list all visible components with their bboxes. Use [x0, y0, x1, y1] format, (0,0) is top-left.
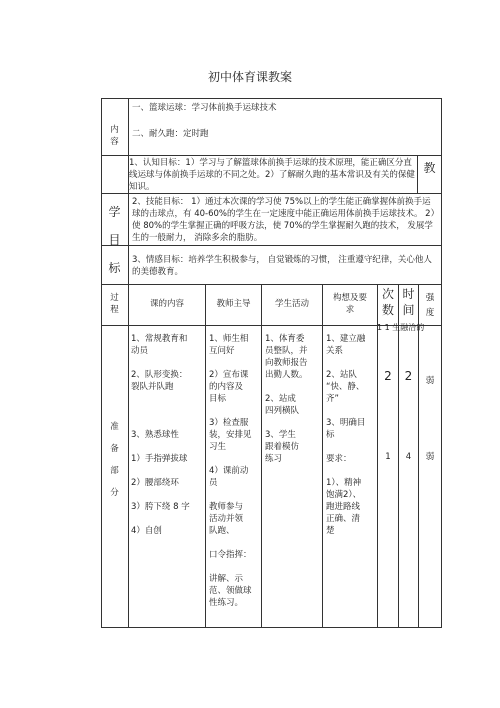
header-intensity: 强 度 — [425, 293, 435, 318]
idea-requirement-cell: 1、建立融 关系 2、站队 “快、静、 齐” 3、明确目 标 要求： 1）、精神 饱满2）、 跑进路线 正确、清 楚 — [326, 334, 366, 536]
objective-skill: 2、技能目标： 1）通过本次课的学习使 75%以上的学生能正确掌握体前换手运球的击球点，有 40-60%的学生在一定速度中能正确运用体前换手运球技术。 2）使 80%的学生掌握正确的呼吸方法，使 70%的学生掌握耐久跑的技术， 发展学生的一般耐力， 消除多余的脂肪。 — [132, 197, 435, 243]
header-teacher: 教师主导 — [216, 299, 251, 309]
goal-label: 学 目 标 — [108, 205, 121, 275]
content-label: 内 容 — [110, 125, 119, 147]
objective-affective: 3、情感目标：培养学生积极参与， 自觉锻炼的习惯， 注重遵守纪律，关心他人的美德教育。 — [132, 255, 432, 277]
lesson-plan-table — [101, 98, 442, 628]
intensity-value-2: 弱 — [425, 376, 435, 386]
teacher-lead-cell: 1、师生相 互问好 2）宣布课 的内容及 目标 3）检查服 装，安排见 习生 4）课前动 员 教师参与 活动并领 队跑、 口令指挥： 讲解、示 范、领做球 性练习。 — [209, 334, 252, 608]
student-activity-cell: 1、体育委 员整队，并 向教师报告 出勤人数。 2、站成 四列横队 3、学生 跟着模仿 练习 — [265, 334, 308, 464]
header-student: 学生活动 — [274, 299, 309, 309]
intensity-value-3: 弱 — [425, 452, 435, 462]
stage-label: 准 备 部 分 — [110, 422, 119, 498]
lesson-content-cell: 1、常规教育和 动员 2、队形变换： 裂队并队跑 3、熟悉球性 1）手指弹拔球 2）腰部绕环 3）胯下绕 8 字 4）自创 — [131, 334, 190, 536]
page-title: 初中体育课教案 — [207, 70, 292, 84]
times-value-2: 2 — [384, 369, 392, 383]
overlap-text: 1 1 生融洽的 — [377, 323, 425, 332]
header-content: 课的内容 — [149, 299, 184, 309]
time-value-2: 2 — [404, 369, 413, 383]
objective-cognitive: 1、认知目标：1）学习与了解篮球体前换手运球的技术原理，能正确区分直线运球与体前换手运球的不同之处。2）了解耐久跑的基本常识及有关的保健知识。 — [129, 158, 415, 192]
content-line-1: 一、篮球运球：学习体前换手运球技术 — [132, 103, 277, 113]
header-times: 次 数 — [381, 287, 394, 317]
content-line-2: 二、耐久跑：定时跑 — [132, 129, 209, 139]
time-value-3: 4 — [405, 452, 412, 462]
header-idea: 构想及要 求 — [332, 293, 367, 315]
header-time: 时 间 — [402, 287, 415, 317]
header-process: 过 程 — [110, 293, 119, 315]
teach-char: 教 — [423, 161, 436, 175]
times-value-3: 1 — [385, 452, 391, 462]
